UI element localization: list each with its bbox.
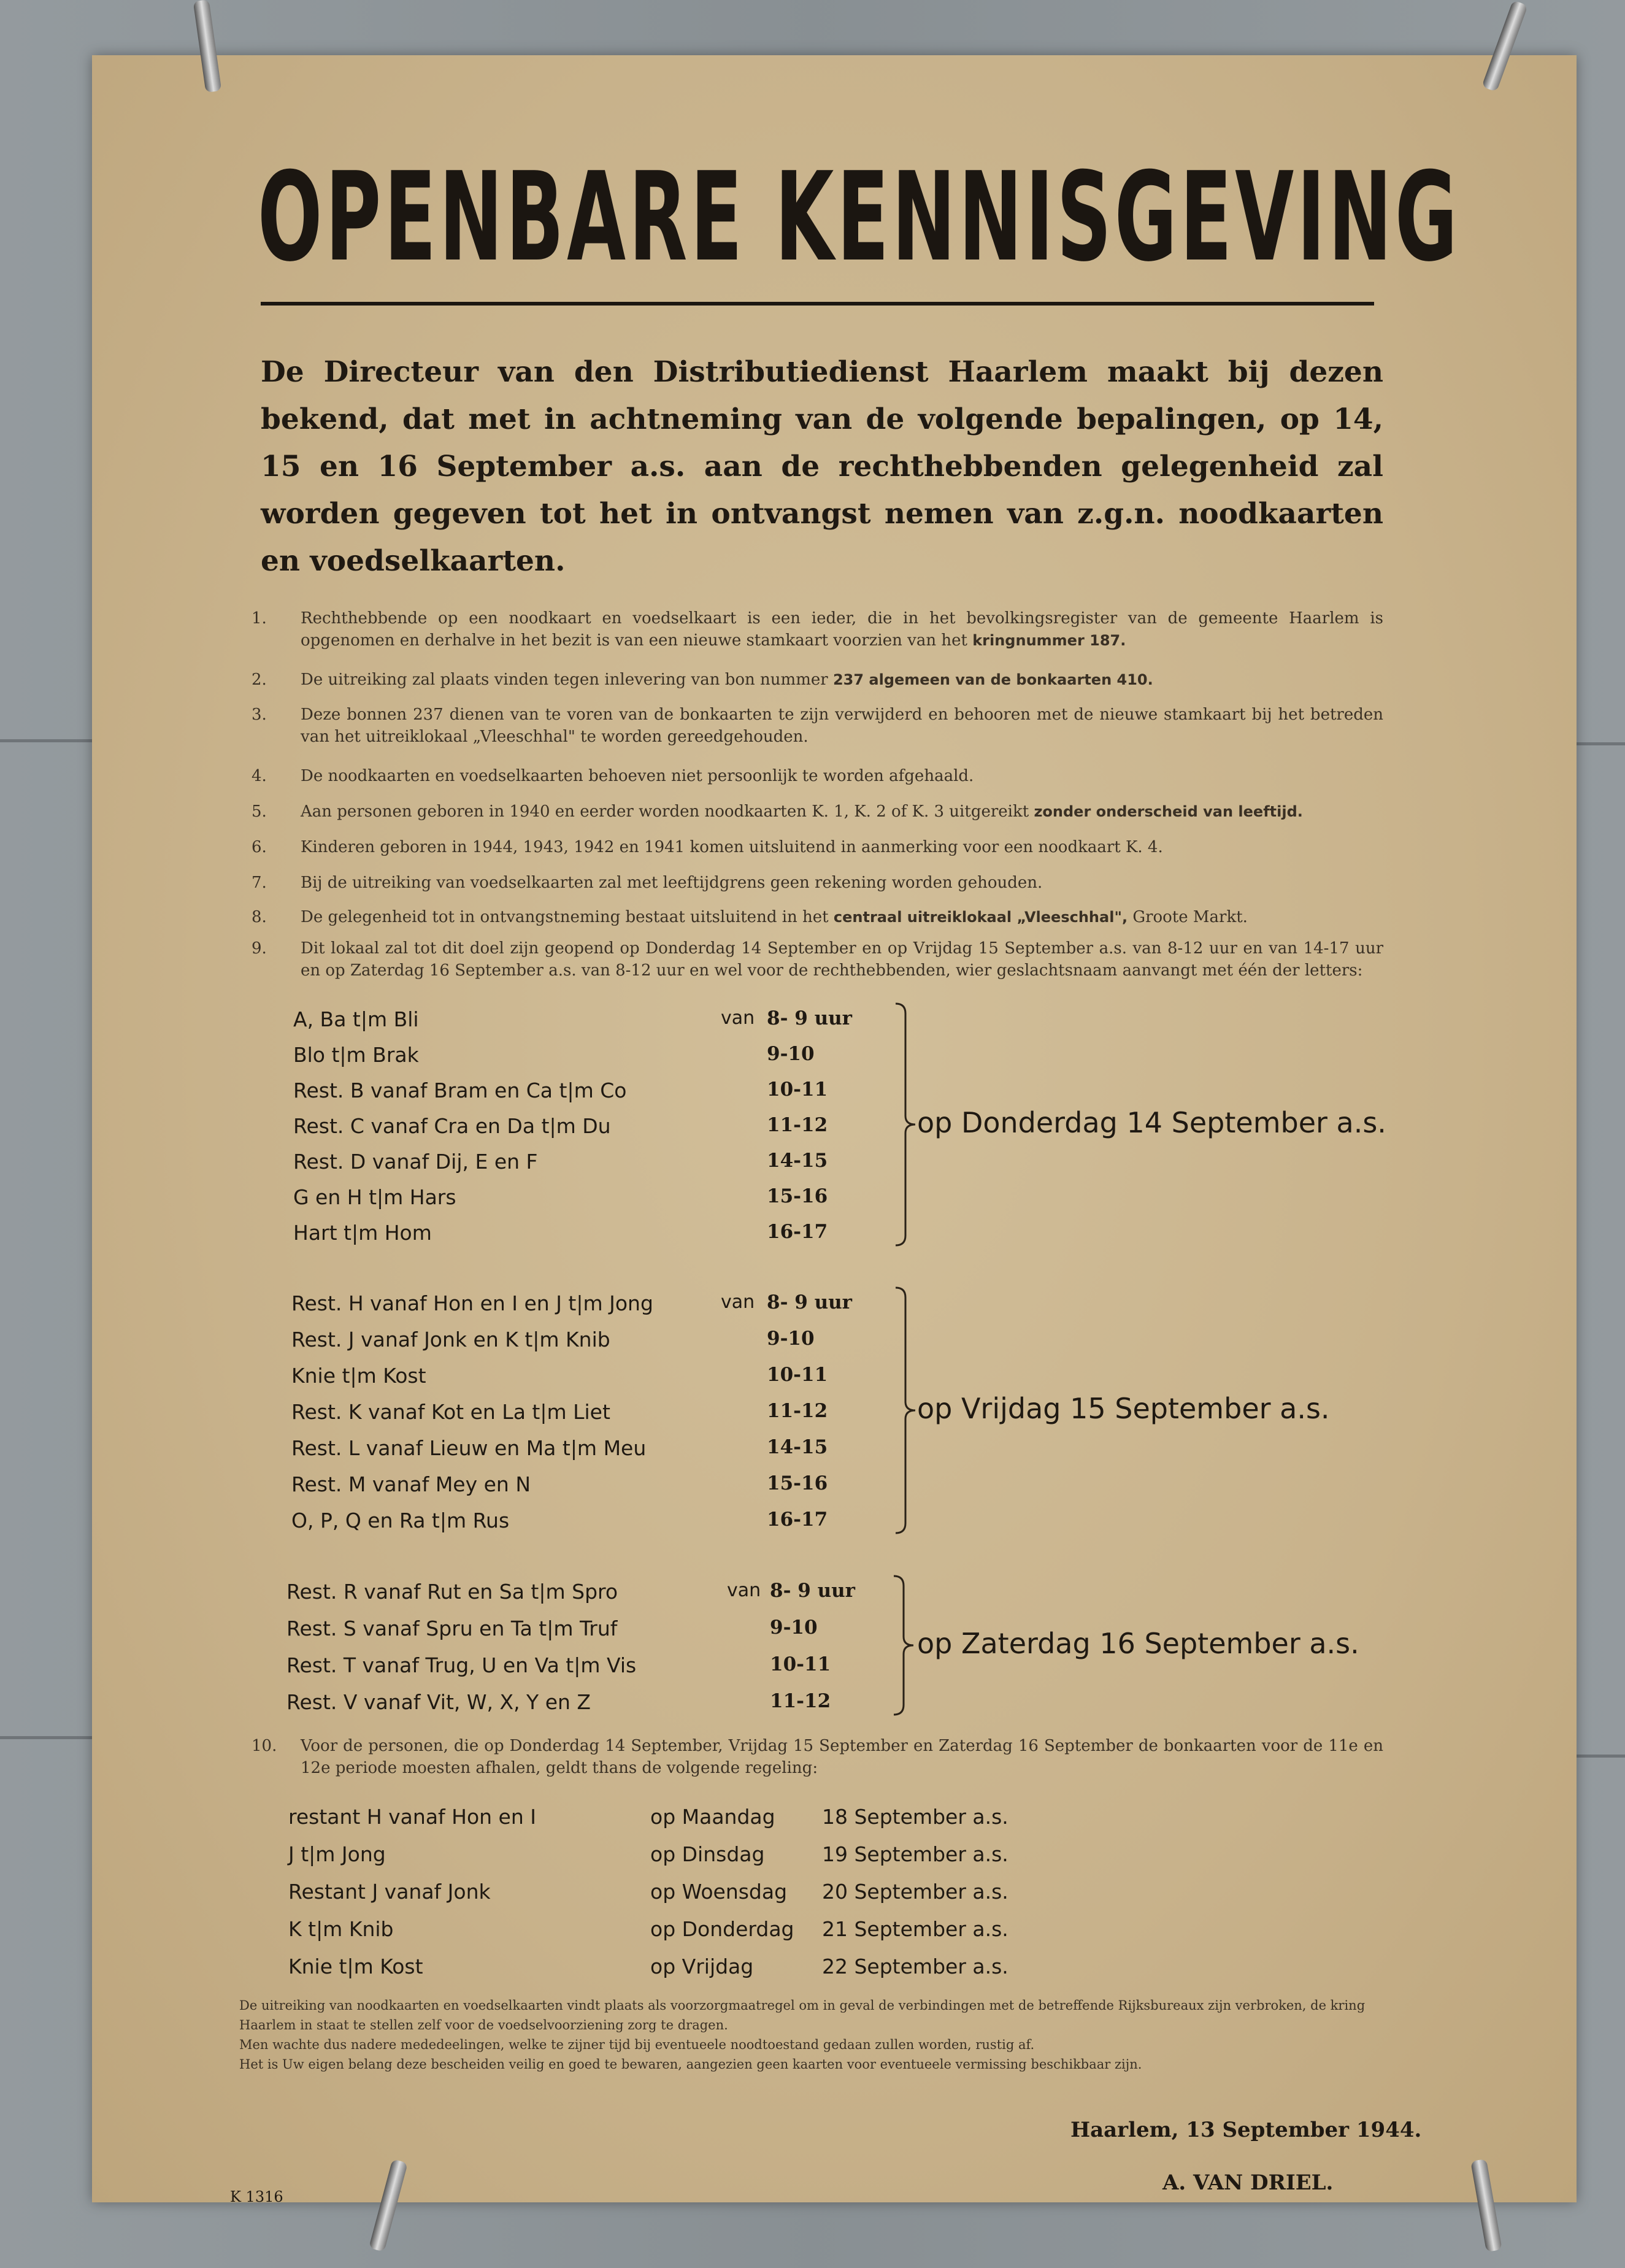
schedule-names: Rest. L vanaf Lieuw en Ma t|m Meu	[291, 1436, 647, 1460]
schedule-van: van	[721, 1007, 755, 1029]
curly-brace-path	[896, 1004, 915, 1245]
footnote: De uitreiking van noodkaarten en voedselkaarten vindt plaats als voorzorgmaatregel om in geval de verbindingen met de betreffende Rijksbureaux zijn verbroken, de kring Haarlem in staat te stellen zelf voor de voedselvoorziening zorg te dragen.	[239, 1998, 1366, 2032]
schedule-day: op Vrijdag 15 September a.s.	[917, 1392, 1330, 1425]
intro-paragraph: De Directeur van den Distributiedienst Haarlem maakt bij dezen bekend, dat met in achtneming van de volgende bepalingen, op 14, 15 en 16 September a.s. aan de rechthebbenden gelegenheid zal worden gegeven tot het in ontvangst nemen van z.g.n. noodkaarten en voedselkaarten.	[261, 355, 1383, 578]
schedule-names: Hart t|m Hom	[293, 1221, 432, 1245]
item-text-bold: centraal uitreiklokaal „Vleeschhal",	[833, 909, 1128, 926]
item-number: 1.	[252, 609, 267, 628]
schedule-time: 14-15	[767, 1436, 828, 1458]
footnote: Men wachte dus nadere mededeelingen, welke te zijner tijd bij eventueele noodtoestand gedaan zullen worden, rustig af.	[239, 2037, 1035, 2052]
schedule-names: Blo t|m Brak	[293, 1043, 419, 1067]
regeling-day: op Dinsdag	[650, 1842, 765, 1866]
regeling-day: op Donderdag	[650, 1917, 794, 1941]
schedule-time: 16-17	[767, 1509, 828, 1531]
schedule-names: Rest. R vanaf Rut en Sa t|m Spro	[286, 1580, 618, 1604]
item-number: 4.	[252, 767, 267, 785]
item-text: Voor de personen, die op Donderdag 14 September, Vrijdag 15 September en Zaterdag 16 September de bonkaarten voor de 11e en 12e periode moesten afhalen, geldt thans de volgende regeling:	[301, 1737, 1383, 1777]
item-text-bold: 237 algemeen van de bonkaarten 410.	[832, 671, 1153, 688]
schedule-time: 11-12	[767, 1400, 828, 1422]
regeling-names: restant H vanaf Hon en I	[288, 1805, 536, 1829]
signature: A. VAN DRIEL.	[1162, 2170, 1334, 2195]
schedule-names: G en H t|m Hars	[293, 1185, 456, 1209]
floor-tile-joint	[0, 1736, 92, 1739]
title-underline	[261, 302, 1374, 306]
regeling-names: K t|m Knib	[288, 1917, 394, 1941]
regeling-date: 19 September a.s.	[822, 1842, 1008, 1866]
curly-brace-path	[894, 1576, 913, 1715]
item-text-bold: zonder onderscheid van leeftijd.	[1034, 803, 1303, 820]
schedule-day: op Donderdag 14 September a.s.	[917, 1106, 1386, 1139]
curly-brace-path	[896, 1288, 915, 1533]
schedule-time: 9-10	[767, 1328, 815, 1350]
footnotes	[239, 1996, 1402, 2074]
regeling-names: J t|m Jong	[288, 1842, 386, 1866]
schedule-time: 14-15	[767, 1150, 828, 1172]
item-text	[301, 765, 1383, 787]
item-number: 10.	[252, 1737, 277, 1755]
schedule-names: Rest. H vanaf Hon en I en J t|m Jong	[291, 1291, 653, 1315]
item-text-plain: Dit lokaal zal tot dit doel zijn geopend op Donderdag 14 September en op Vrijdag 15 September a.s. van 8-12 uur en van 14-17 uur en op Zaterdag 16 September a.s. van 8-12 uur en wel voor de rechthebbenden, wier geslachtsnaam aanvangt met één der letters:	[301, 939, 1383, 980]
schedule-names: Rest. C vanaf Cra en Da t|m Du	[293, 1114, 611, 1138]
schedule-time: 9-10	[767, 1043, 815, 1065]
item-text-plain: De gelegenheid tot in ontvangstneming bestaat uitsluitend in het	[301, 908, 834, 926]
schedule-names: Rest. M vanaf Mey en N	[291, 1472, 531, 1496]
item-text	[301, 872, 1383, 894]
regeling-date: 18 September a.s.	[822, 1805, 1008, 1829]
schedule-names: Knie t|m Kost	[291, 1364, 426, 1388]
regeling-day: op Woensdag	[650, 1880, 788, 1904]
item-text-plain: Kinderen geboren in 1944, 1943, 1942 en 1941 komen uitsluitend in aanmerking voor een noodkaart K. 4.	[301, 838, 1163, 856]
schedule-van: van	[727, 1580, 761, 1601]
schedule-time: 15-16	[767, 1472, 828, 1494]
item-text-plain: De noodkaarten en voedselkaarten behoeven niet persoonlijk te worden afgehaald.	[301, 767, 974, 785]
item-text-plain: Aan personen geboren in 1940 en eerder worden noodkaarten K. 1, K. 2 of K. 3 uitgereikt	[301, 802, 1034, 821]
footnote: Het is Uw eigen belang deze bescheiden veilig en goed te bewaren, aangezien geen kaarten voor eventueele vermissing beschikbaar zijn.	[239, 2057, 1142, 2072]
regeling-date: 22 September a.s.	[822, 1955, 1008, 1978]
item-number: 2.	[252, 671, 267, 689]
schedule-time: 11-12	[770, 1690, 831, 1712]
schedule-time: 10-11	[767, 1364, 828, 1386]
item-text	[301, 836, 1383, 858]
item-text	[301, 704, 1383, 748]
item-number: 7.	[252, 874, 267, 892]
schedule-time: 11-12	[767, 1114, 828, 1136]
schedule-time: 8- 9 uur	[767, 1291, 853, 1313]
regeling-names: Knie t|m Kost	[288, 1955, 423, 1978]
floor-tile-joint	[1577, 742, 1625, 745]
regeling-date: 20 September a.s.	[822, 1880, 1008, 1904]
schedule-time: 8- 9 uur	[767, 1007, 853, 1029]
schedule-names: Rest. D vanaf Dij, E en F	[293, 1150, 538, 1174]
item-text	[301, 669, 1383, 691]
item-number: 5.	[252, 802, 267, 821]
item-text-plain: De uitreiking zal plaats vinden tegen inlevering van bon nummer	[301, 671, 833, 689]
schedule-names: Rest. V vanaf Vit, W, X, Y en Z	[286, 1690, 591, 1714]
schedule-names: A, Ba t|m Bli	[293, 1007, 419, 1031]
curly-brace	[894, 1286, 919, 1534]
place-date: Haarlem, 13 September 1944.	[1070, 2118, 1422, 2142]
curly-brace	[894, 1002, 919, 1247]
schedule-time: 16-17	[767, 1221, 828, 1243]
schedule-van: van	[721, 1291, 755, 1313]
regeling-date: 21 September a.s.	[822, 1917, 1008, 1941]
item-number: 3.	[252, 705, 267, 724]
item-text	[301, 801, 1383, 823]
print-code: K 1316	[230, 2188, 283, 2205]
regeling-day: op Vrijdag	[650, 1955, 754, 1978]
regeling-names: Restant J vanaf Jonk	[288, 1880, 491, 1904]
item-text	[301, 906, 1383, 928]
item-text-plain: Rechthebbende op een noodkaart en voedselkaart is een ieder, die in het bevolkingsregister van de gemeente Haarlem is opgenomen en derhalve in het bezit is van een nieuwe stamkaart voorzien van het	[301, 609, 1383, 650]
floor-tile-joint	[0, 739, 92, 742]
curly-brace	[893, 1575, 917, 1716]
item-text-bold: kringnummer 187.	[972, 632, 1126, 649]
schedule-time: 9-10	[770, 1616, 818, 1639]
item-text-plain: Bij de uitreiking van voedselkaarten zal met leeftijdgrens geen rekening worden gehouden.	[301, 874, 1043, 892]
item-text-plain: Deze bonnen 237 dienen van te voren van de bonkaarten te zijn verwijderd en behooren met de nieuwe stamkaart bij het betreden van het uitreiklokaal „Vleeschhal" te worden gereedgehouden.	[301, 705, 1383, 746]
poster-title: OPENBARE KENNISGEVING	[258, 146, 1461, 289]
schedule-time: 8- 9 uur	[770, 1580, 856, 1602]
schedule-time: 10-11	[767, 1078, 828, 1101]
item-number: 8.	[252, 908, 267, 926]
schedule-names: Rest. T vanaf Trug, U en Va t|m Vis	[286, 1653, 637, 1677]
item-number: 9.	[252, 939, 267, 958]
floor-tile-joint	[1577, 1755, 1625, 1758]
schedule-names: Rest. B vanaf Bram en Ca t|m Co	[293, 1078, 627, 1102]
schedule-names: O, P, Q en Ra t|m Rus	[291, 1509, 510, 1532]
schedule-time: 15-16	[767, 1185, 828, 1207]
item-text	[301, 607, 1383, 652]
schedule-day: op Zaterdag 16 September a.s.	[917, 1627, 1359, 1660]
regeling-day: op Maandag	[650, 1805, 775, 1829]
item-text	[301, 937, 1383, 982]
schedule-time: 10-11	[770, 1653, 831, 1675]
item-number: 6.	[252, 838, 267, 856]
item-text-after: Groote Markt.	[1128, 908, 1248, 926]
schedule-names: Rest. K vanaf Kot en La t|m Liet	[291, 1400, 610, 1424]
schedule-names: Rest. S vanaf Spru en Ta t|m Truf	[286, 1616, 618, 1640]
schedule-names: Rest. J vanaf Jonk en K t|m Knib	[291, 1328, 610, 1351]
